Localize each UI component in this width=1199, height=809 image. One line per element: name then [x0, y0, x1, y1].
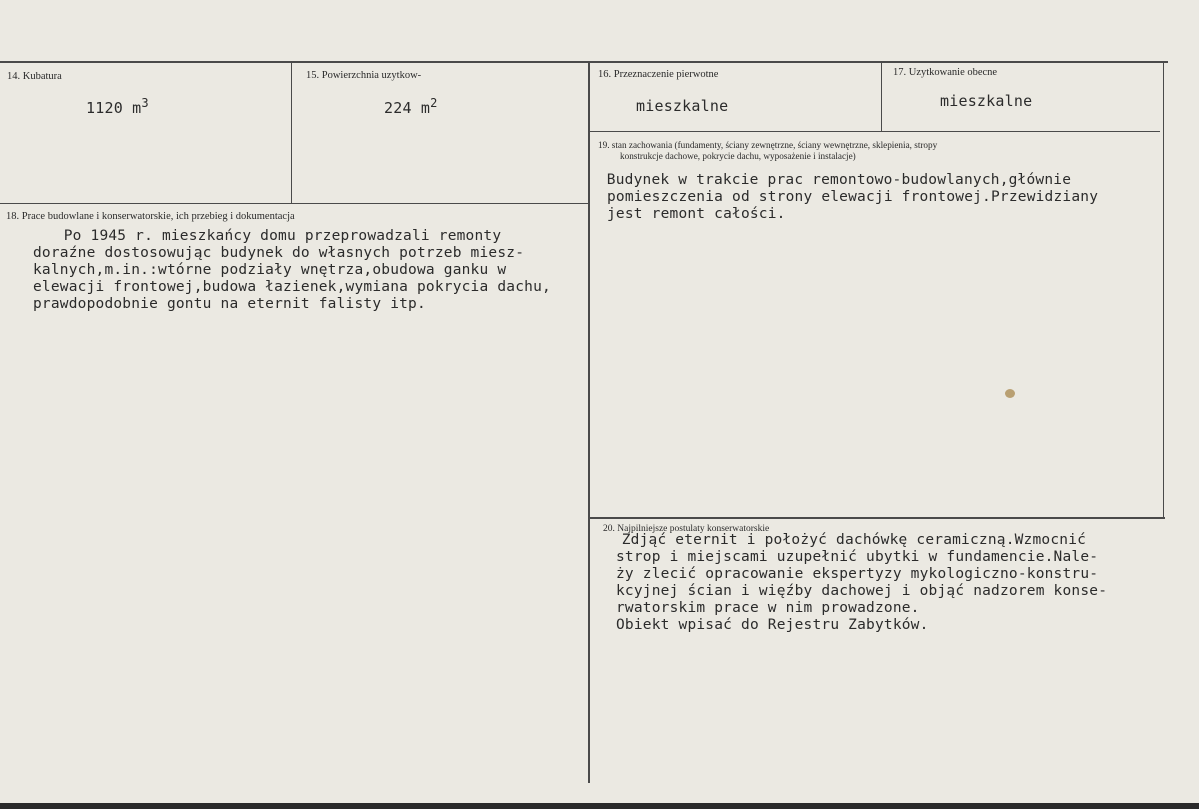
kubatura-label: 14. Kubatura	[7, 71, 62, 82]
powierzchnia-value	[384, 96, 438, 117]
przeznaczenie-label: 16. Przeznaczenie pierwotne	[598, 69, 719, 80]
postulaty-line: kcyjnej ścian i więźby dachowej i objąć nadzorem konse-	[616, 583, 1108, 599]
prace-line: doraźne dostosowując budynek do własnych potrzeb miesz-	[33, 245, 525, 261]
divider-right-edge	[1163, 63, 1164, 518]
prace-line: prawdopodobnie gontu na eternit falisty itp.	[33, 296, 426, 312]
stan-zachowania-label-line1: 19. stan zachowania (fundamenty, ściany zewnętrzne, ściany wewnętrzne, sklepienia, stropy	[598, 140, 938, 150]
rule-f20-top	[590, 517, 1165, 519]
prace-line: kalnych,m.in.:wtórne podziały wnętrza,obudowa ganku w	[33, 262, 507, 278]
powierzchnia-number: 224 m	[384, 99, 431, 117]
prace-budowlane-label: 18. Prace budowlane i konserwatorskie, ich przebieg i dokumentacja	[6, 211, 295, 222]
postulaty-line: Obiekt wpisać do Rejestru Zabytków.	[616, 617, 929, 633]
powierzchnia-label: 15. Powierzchnia uzytkow-	[306, 70, 422, 81]
divider-f14-f15	[291, 63, 292, 204]
top-rule	[0, 61, 1168, 63]
kubatura-value	[86, 96, 149, 117]
rule-row1-left	[0, 203, 590, 204]
stan-line: pomieszczenia od strony elewacji frontowej.Przewidziany	[607, 189, 1099, 205]
prace-line: Po 1945 r. mieszkańcy domu przeprowadzali remonty	[28, 228, 502, 244]
uzytkowanie-label: 17. Uzytkowanie obecne	[893, 67, 998, 78]
postulaty-line: ży zlecić opracowanie ekspertyzy mykologiczno-konstru-	[616, 566, 1099, 582]
stan-line: jest remont całości.	[607, 206, 786, 222]
bottom-edge	[0, 803, 1199, 809]
prace-line: elewacji frontowej,budowa łazienek,wymiana pokrycia dachu,	[33, 279, 551, 295]
kubatura-unit-exponent: 3	[141, 96, 149, 110]
postulaty-label: 20. Najpilniejsze postulaty konserwatorskie	[603, 524, 770, 534]
kubatura-number: 1120 m	[86, 99, 142, 117]
powierzchnia-unit-exponent: 2	[430, 96, 438, 110]
stan-line: Budynek w trakcie prac remontowo-budowlanych,głównie	[580, 172, 1072, 188]
postulaty-line: strop i miejscami uzupełnić ubytki w fundamencie.Nale-	[616, 549, 1099, 565]
uzytkowanie-value: mieszkalne	[940, 92, 1033, 110]
divider-f16-f17	[881, 63, 882, 131]
paper-stain	[1005, 389, 1015, 398]
divider-main	[588, 63, 590, 783]
przeznaczenie-value: mieszkalne	[636, 97, 729, 115]
postulaty-line: Zdjąć eternit i położyć dachówkę ceramiczną.Wzmocnić	[586, 532, 1087, 548]
stan-zachowania-label-line2: konstrukcje dachowe, pokrycie dachu, wyposażenie i instalacje)	[620, 151, 856, 161]
rule-row1-right	[590, 131, 1160, 132]
postulaty-line: rwatorskim prace w nim prowadzone.	[616, 600, 920, 616]
